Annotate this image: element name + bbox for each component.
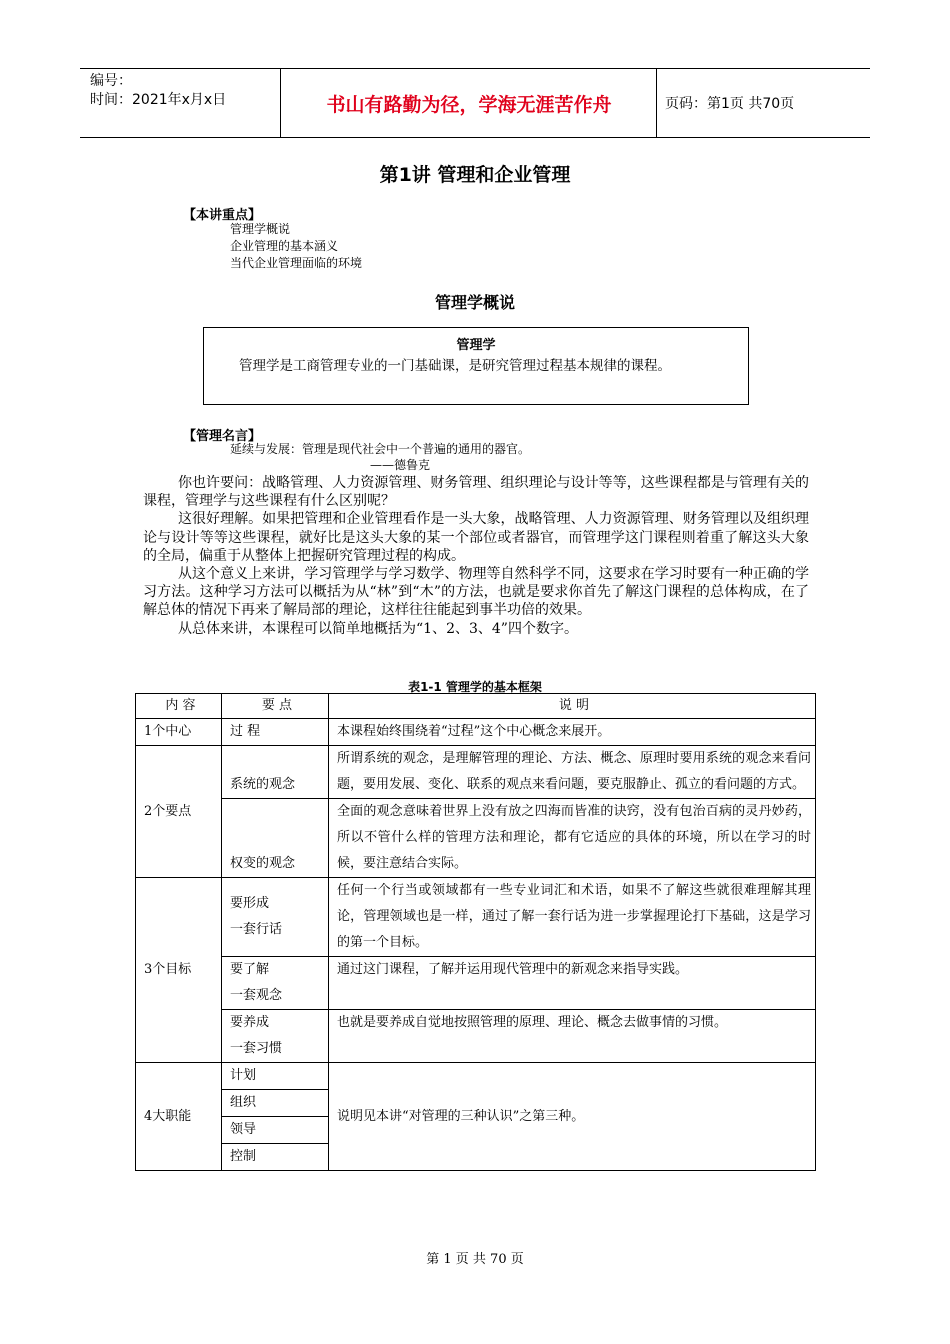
table-row [136,1063,816,1090]
key-point-item: 管理学概说 [230,222,291,236]
cell-desc: 也就是要养成自觉地按照管理的原理、理论、概念去做事情的习惯。 [329,1010,816,1063]
time-label: 时间：2021年x月x日 [90,92,227,108]
lecture-title: 第1讲 管理和企业管理 [379,164,571,186]
quote-title: 【管理名言】 [183,429,262,444]
key-points-title: 【本讲重点】 [183,208,262,223]
table-row [136,746,816,799]
header-point: 要 点 [222,694,329,719]
key-point-item: 企业管理的基本涵义 [230,239,339,253]
page-footer: 第 1 页 共 70 页 [426,1252,524,1267]
table-row [136,799,816,878]
cell-content: 3个目标 [136,878,222,1063]
definition-text: 管理学是工商管理专业的一门基础课，是研究管理过程基本规律的课程。 [239,358,671,374]
framework-table [135,693,816,1171]
point-line: 一套习惯 [230,1041,283,1056]
header-desc: 说 明 [329,694,816,719]
point-line: 一套行话 [230,922,283,937]
cell-content: 4大职能 [136,1063,222,1171]
header-content: 内 容 [136,694,222,719]
cell-desc: 通过这门课程，了解并运用现代管理中的新观念来指导实践。 [329,957,816,1010]
header-page-info: 页码：第1页 共70页 [665,96,795,112]
cell-content: 2个要点 [136,746,222,878]
cell-point [222,878,329,957]
body-text [143,474,809,638]
paragraph: 从这个意义上来讲，学习管理学与学习数学、物理等自然科学不同，这要求在学习时要有一种正确的学习方法。这种学习方法可以概括为从“林”到“木”的方法，也就是要求你首先了解这门课程的总体构成，在了解总体的情况下再来了解局部的理论，这样往往能起到事半功倍的效果。 [143,566,809,619]
table-row [136,878,816,957]
cell-point: 控制 [222,1144,329,1171]
paragraph: 这很好理解。如果把管理和企业管理看作是一头大象，战略管理、人力资源管理、财务管理以及组织理论与设计等等这些课程，就好比是这头大象的某一个部位或者器官，而管理学这门课程则着重了解这头大象的全局，偏重于从整体上把握研究管理过程的构成。 [143,511,809,564]
code-label: 编号： [90,73,132,89]
page-header [80,68,870,138]
cell-desc: 所谓系统的观念，是理解管理的理论、方法、概念、原理时要用系统的观念来看问题，要用发展、变化、联系的观点来看问题，要克服静止、孤立的看问题的方式。 [329,746,816,799]
header-left-cell [80,69,281,137]
cell-point: 过 程 [222,719,329,746]
point-line: 一套观念 [230,988,283,1003]
table-caption: 表1-1 管理学的基本框架 [408,680,542,694]
point-line: 要形成 [230,896,270,911]
cell-point: 计划 [222,1063,329,1090]
cell-desc: 全面的观念意味着世界上没有放之四海而皆准的诀窍，没有包治百病的灵丹妙药，所以不管什么样的管理方法和理论，都有它适应的具体的环境，所以在学习的时候，要注意结合实际。 [329,799,816,878]
cell-content: 1个中心 [136,719,222,746]
point-line: 要养成 [230,1015,270,1030]
cell-point: 权变的观念 [222,799,329,878]
cell-point: 领导 [222,1117,329,1144]
definition-title: 管理学 [456,338,496,353]
cell-point: 组织 [222,1090,329,1117]
key-points-list [230,221,362,272]
cell-point [222,957,329,1010]
table-row [136,957,816,1010]
quote-author: ——德鲁克 [370,458,431,472]
paragraph: 你也许要问：战略管理、人力资源管理、财务管理、组织理论与设计等等，这些课程都是与管理有关的课程，管理学与这些课程有什么区别呢？ [143,475,809,510]
table-header-row [136,694,816,719]
cell-desc: 说明见本讲“对管理的三种认识”之第三种。 [329,1063,816,1171]
point-line: 要了解 [230,962,270,977]
quote-text: 延续与发展：管理是现代社会中一个普遍的通用的器官。 [230,442,531,456]
cell-point [222,1010,329,1063]
paragraph: 从总体来讲，本课程可以简单地概括为“1、2、3、4”四个数字。 [178,620,578,637]
header-motto: 书山有路勤为径，学海无涯苦作舟 [282,69,657,137]
definition-box [203,327,749,405]
table-row [136,1010,816,1063]
cell-desc: 本课程始终围绕着“过程”这个中心概念来展开。 [329,719,816,746]
table-row [136,719,816,746]
section-title: 管理学概说 [434,293,515,312]
cell-point: 系统的观念 [222,746,329,799]
cell-desc: 任何一个行当或领域都有一些专业词汇和术语，如果不了解这些就很难理解其理论，管理领域也是一样，通过了解一套行话为进一步掌握理论打下基础，这是学习的第一个目标。 [329,878,816,957]
key-point-item: 当代企业管理面临的环境 [230,256,363,270]
